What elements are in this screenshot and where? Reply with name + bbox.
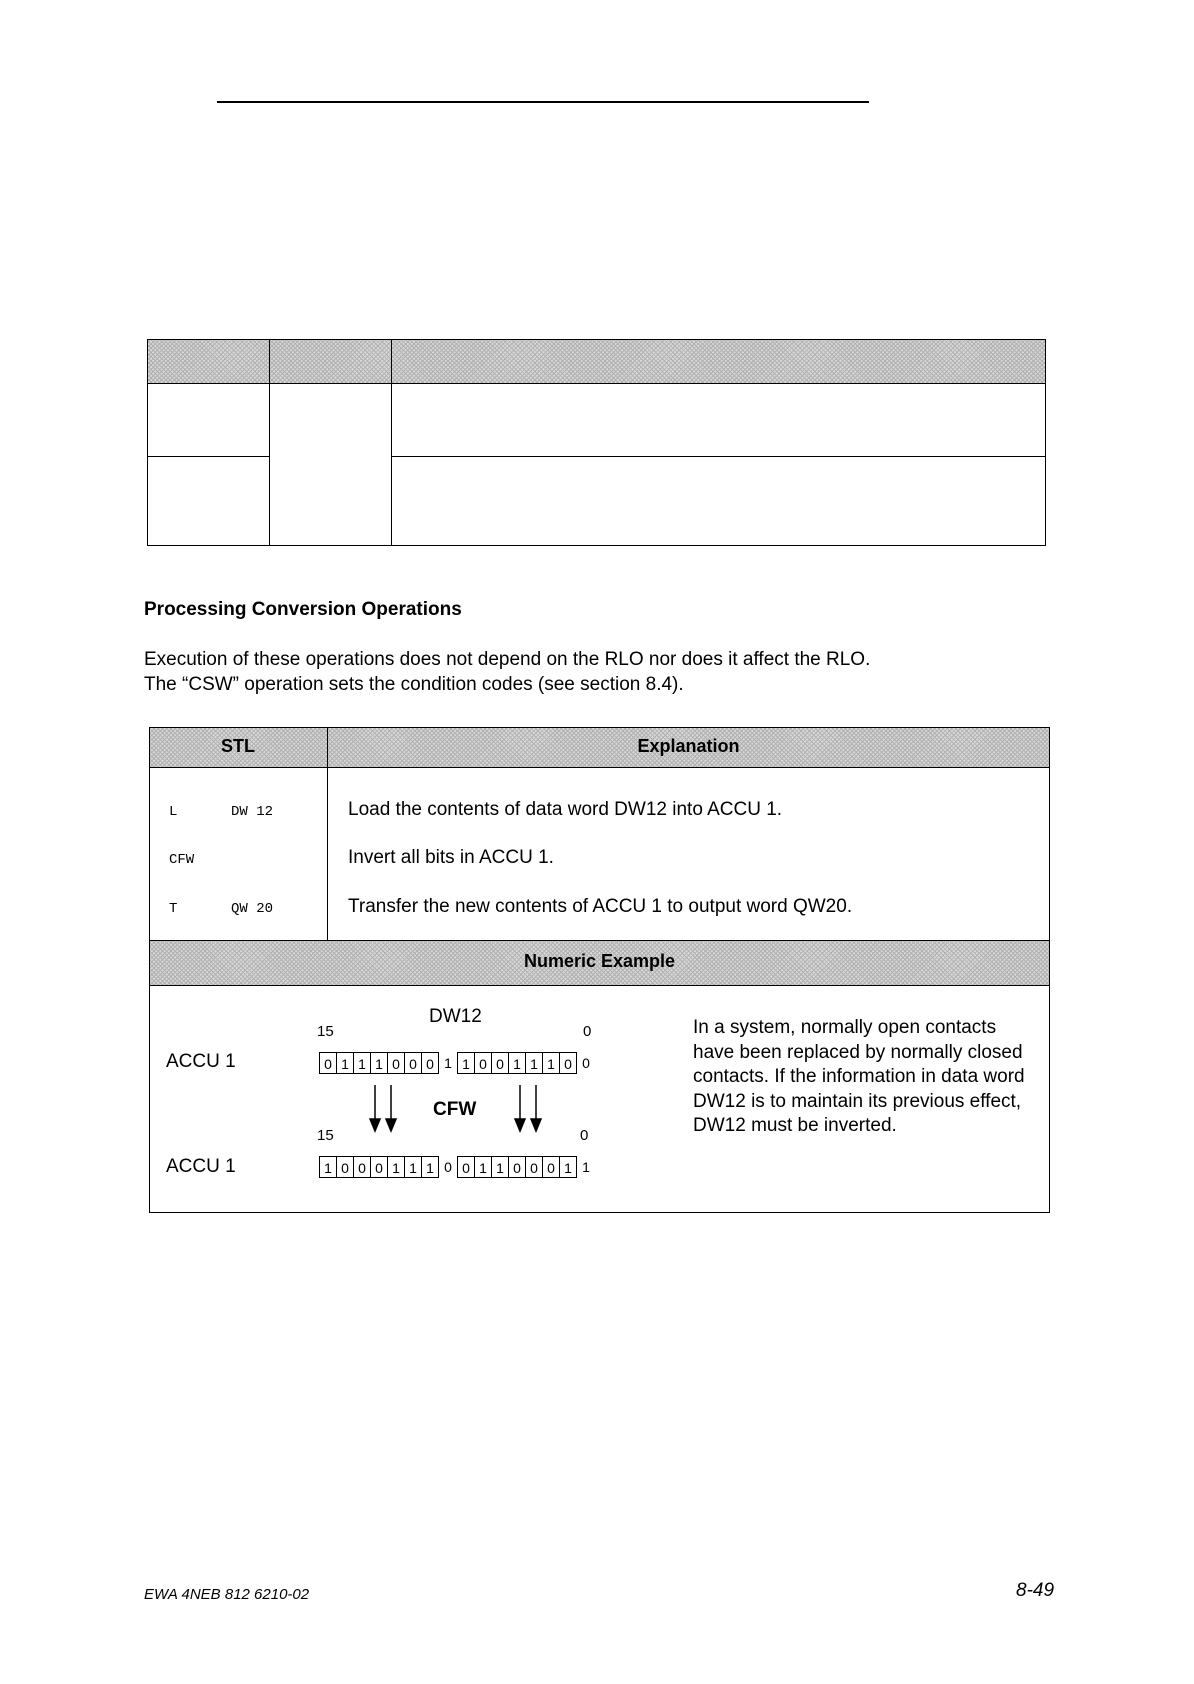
stl-op-1: L	[169, 804, 178, 820]
bit-before: 0	[404, 1052, 422, 1074]
empty-table-header	[147, 339, 1046, 383]
bit-before: 0	[421, 1052, 439, 1074]
bit-before: 1	[444, 1055, 452, 1071]
stl-operand-1: DW 12	[231, 804, 274, 820]
bit-after: 0	[508, 1156, 526, 1178]
bit-after: 1	[387, 1156, 405, 1178]
bit-before: 0	[474, 1052, 492, 1074]
bit-after: 1	[319, 1156, 337, 1178]
explanation-1: Load the contents of data word DW12 into ACCU 1.	[348, 799, 783, 820]
cfw-label: CFW	[433, 1099, 477, 1120]
bit-after: 1	[582, 1159, 590, 1175]
section-heading: Processing Conversion Operations	[144, 599, 462, 620]
bit-before: 1	[353, 1052, 371, 1074]
paragraph-line-1: Execution of these operations does not depend on the RLO nor does it affect the RLO.	[144, 649, 871, 670]
section-paragraph	[144, 647, 1064, 697]
bit-after: 0	[542, 1156, 560, 1178]
bit-before: 1	[542, 1052, 560, 1074]
bottom-bit-0: 0	[580, 1127, 589, 1144]
bit-before: 1	[525, 1052, 543, 1074]
footer-doc-id: EWA 4NEB 812 6210-02	[144, 1586, 310, 1603]
bit-after: 0	[370, 1156, 388, 1178]
bit-after: 0	[353, 1156, 371, 1178]
bit-after: 1	[474, 1156, 492, 1178]
bits-after	[319, 1156, 595, 1178]
footer-page-number: 8-49	[1016, 1580, 1055, 1601]
bit-before: 0	[491, 1052, 509, 1074]
explanation-2: Invert all bits in ACCU 1.	[348, 847, 554, 868]
accu-top-label: ACCU 1	[166, 1051, 236, 1072]
header-explanation: Explanation	[637, 736, 740, 756]
bit-after: 0	[525, 1156, 543, 1178]
numeric-example-title: Numeric Example	[523, 951, 676, 971]
explanation-3: Transfer the new contents of ACCU 1 to output word QW20.	[348, 896, 853, 917]
bit-after: 1	[491, 1156, 509, 1178]
bit-before: 0	[582, 1055, 590, 1071]
paragraph-line-2: The “CSW” operation sets the condition codes (see section 8.4).	[144, 674, 684, 695]
empty-table	[147, 339, 1046, 546]
bit-after: 1	[404, 1156, 422, 1178]
bit-before: 0	[319, 1052, 337, 1074]
dw12-label: DW12	[429, 1006, 482, 1027]
bit-after: 1	[421, 1156, 439, 1178]
bit-before: 1	[370, 1052, 388, 1074]
top-bit-15: 15	[317, 1023, 334, 1040]
bit-before: 1	[336, 1052, 354, 1074]
stl-op-2: CFW	[169, 852, 195, 868]
bit-before: 1	[508, 1052, 526, 1074]
bit-after: 0	[336, 1156, 354, 1178]
header-stl: STL	[221, 736, 255, 756]
example-note: In a system, normally open contacts have been replaced by normally closed contacts. If the information in data word DW12 is to maintain its previous effect, DW12 must be inverted.	[693, 1017, 1025, 1136]
bit-after: 0	[444, 1159, 452, 1175]
top-bit-0: 0	[583, 1023, 592, 1040]
accu-bottom-label: ACCU 1	[166, 1156, 236, 1177]
stl-op-3: T	[169, 901, 178, 917]
stl-operand-3: QW 20	[231, 901, 274, 917]
bit-before: 0	[559, 1052, 577, 1074]
bit-after: 1	[559, 1156, 577, 1178]
bit-before: 0	[387, 1052, 405, 1074]
bit-after: 0	[457, 1156, 475, 1178]
bit-before: 1	[457, 1052, 475, 1074]
bits-before	[319, 1052, 595, 1074]
stl-table	[149, 727, 1050, 1213]
bottom-bit-15: 15	[317, 1127, 334, 1144]
top-rule	[217, 101, 869, 103]
